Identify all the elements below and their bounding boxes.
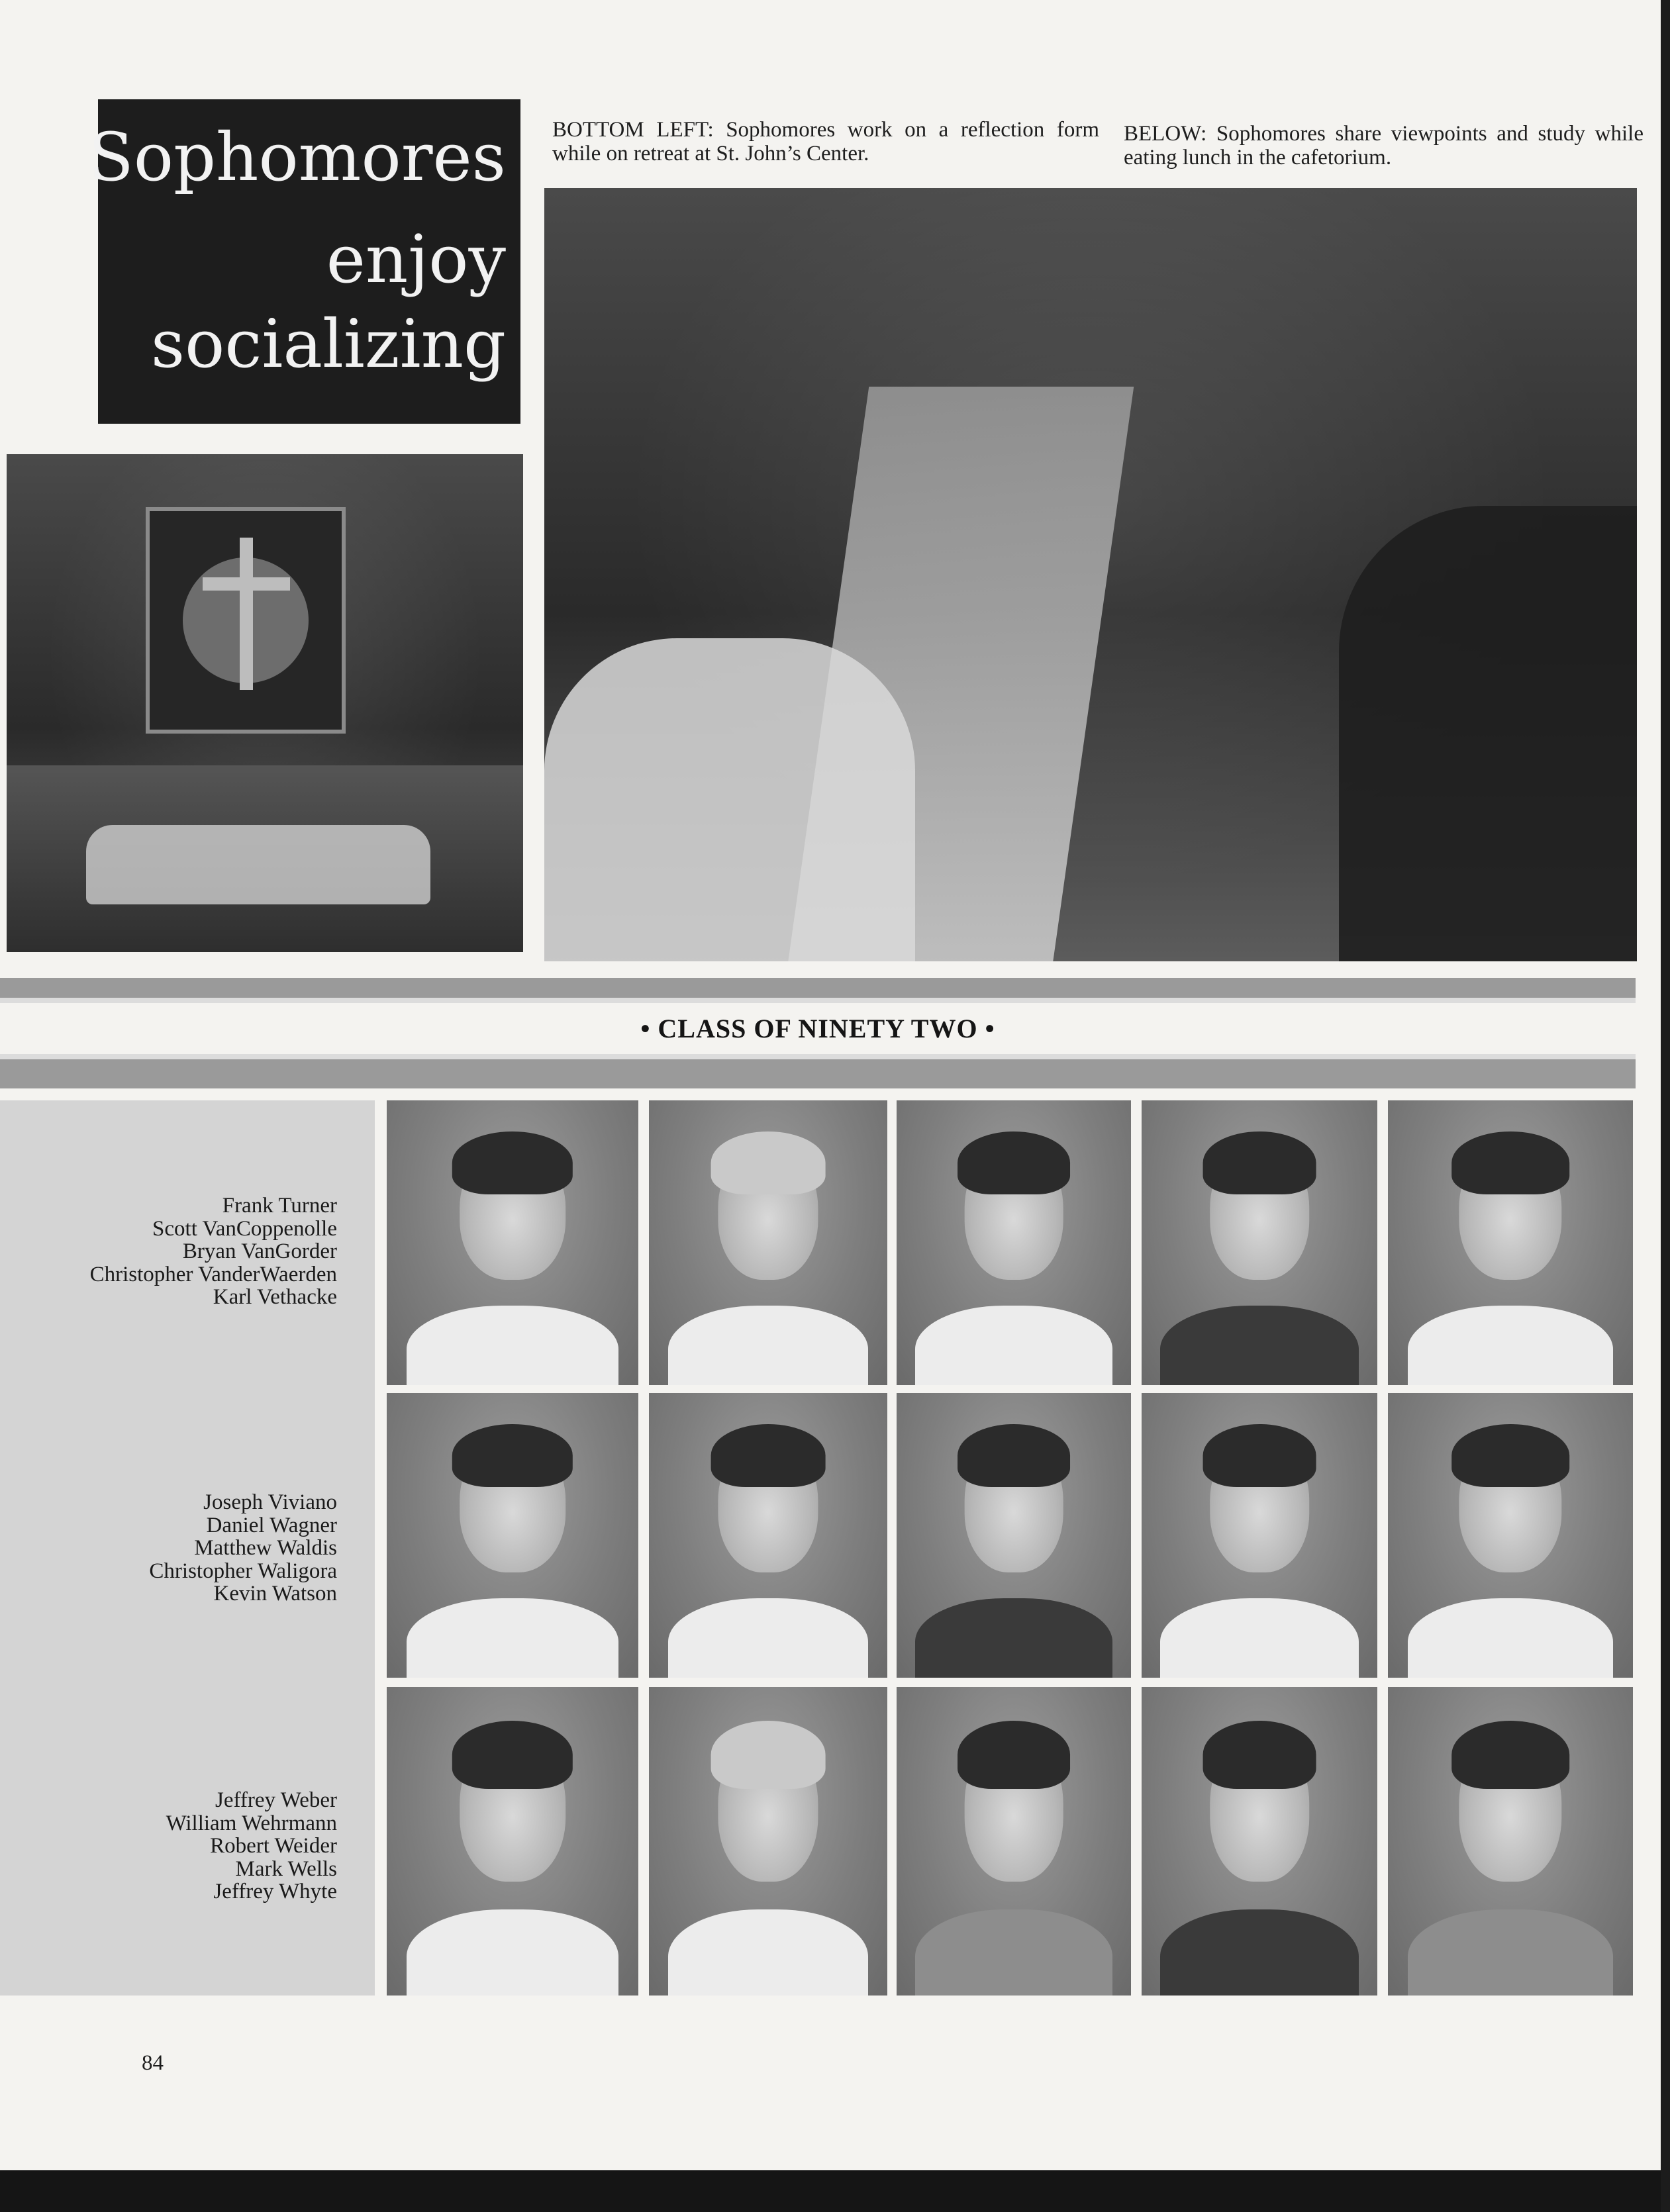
portrait-william-wehrmann [649, 1687, 887, 1996]
portrait-jeffrey-weber [387, 1687, 638, 1996]
title-line-1: Sophomores [88, 119, 506, 196]
title-block [88, 99, 520, 424]
portrait-robert-weider [897, 1687, 1131, 1996]
student-name: William Wehrmann [166, 1811, 337, 1835]
band-top-light [0, 998, 1636, 1003]
portrait-jeffrey-whyte [1388, 1687, 1633, 1996]
portrait-mark-wells [1142, 1687, 1377, 1996]
portrait-christopher-waligora [1142, 1393, 1377, 1678]
student-name: Matthew Waldis [194, 1536, 337, 1560]
portrait-joseph-viviano [387, 1393, 638, 1678]
scan-right-edge [1661, 0, 1670, 2212]
portrait-frank-turner [387, 1100, 638, 1385]
portrait-karl-vethacke [1388, 1100, 1633, 1385]
student-name: Frank Turner [222, 1194, 337, 1218]
student-name: Bryan VanGorder [182, 1239, 337, 1263]
title-line-2: enjoy [326, 220, 506, 298]
caption-bottom-left: BOTTOM LEFT: Sophomores work on a reflection form while on retreat at St. John’s Center. [552, 118, 1099, 166]
name-list-row-3 [166, 1789, 337, 1903]
retreat-photo [7, 454, 523, 952]
student-name: Kevin Watson [213, 1582, 337, 1606]
student-name: Christopher VanderWaerden [89, 1262, 337, 1286]
band-bottom-light [0, 1054, 1636, 1059]
caption-below: BELOW: Sophomores share viewpoints and study while eating lunch in the cafetorium. [1124, 122, 1644, 169]
student-name: Jeffrey Weber [215, 1788, 337, 1812]
student-name: Joseph Viviano [203, 1490, 337, 1514]
portrait-daniel-wagner [649, 1393, 887, 1678]
portrait-kevin-watson [1388, 1393, 1633, 1678]
class-title: • CLASS OF NINETY TWO • [640, 1014, 995, 1043]
student-name: Daniel Wagner [206, 1513, 337, 1537]
portrait-scott-vancoppenolle [649, 1100, 887, 1385]
portrait-matthew-waldis [897, 1393, 1131, 1678]
cafeteria-photo [544, 188, 1637, 961]
student-name: Mark Wells [235, 1856, 337, 1881]
title-line-3: socializing [150, 305, 506, 383]
name-list-row-1 [90, 1194, 337, 1309]
student-name: Robert Weider [210, 1834, 337, 1858]
student-name: Christopher Waligora [149, 1559, 337, 1583]
page-number: 84 [142, 2051, 164, 2075]
band-bottom-stripe [0, 1059, 1636, 1088]
name-list-row-2 [149, 1491, 337, 1606]
scan-bottom-edge [0, 2170, 1670, 2212]
names-panel [0, 1100, 375, 1996]
student-name: Karl Vethacke [213, 1285, 337, 1309]
portrait-bryan-vangorder [897, 1100, 1131, 1385]
student-name: Jeffrey Whyte [213, 1880, 337, 1903]
portrait-christopher-vanderwaerden [1142, 1100, 1377, 1385]
deaf-center-banner [146, 507, 346, 734]
band-top-stripe [0, 978, 1636, 998]
student-name: Scott VanCoppenolle [152, 1216, 337, 1241]
